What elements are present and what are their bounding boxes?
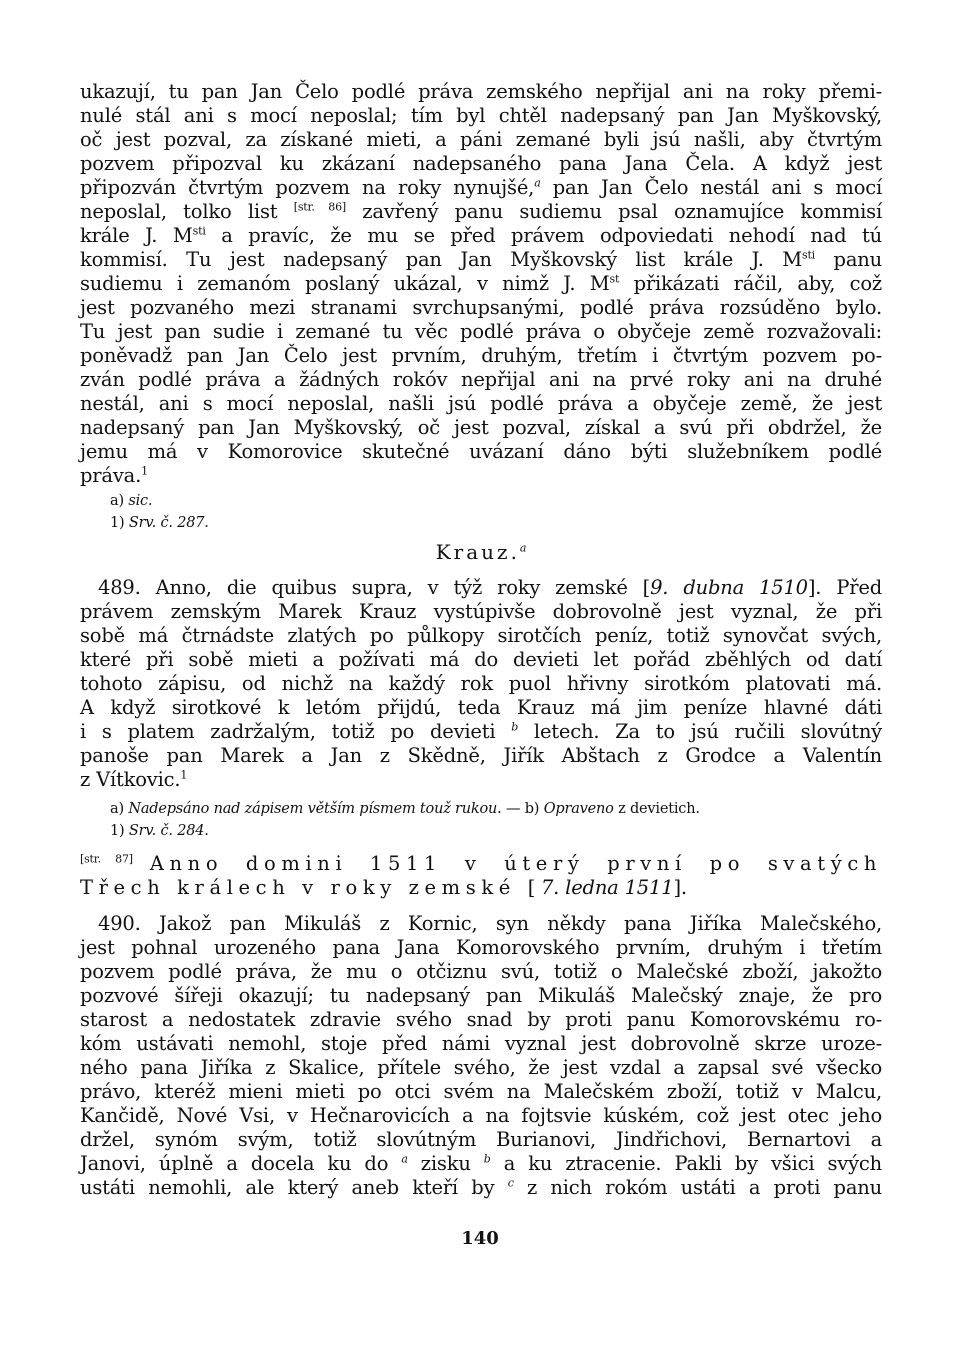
footnote-text: sic. [128, 493, 153, 509]
footnote-marker: b [483, 1152, 491, 1166]
text-span: připozván čtvrtým pozvem na roky nynujšé, [80, 176, 535, 199]
text-line: držel, synóm svým, totiž slovútným Burianovi, Jindřichovi, Bernartovi a [80, 1128, 882, 1151]
date-span: 9. dubna 1510 [650, 576, 808, 599]
text-line: poněvadž pan Jan Čelo jest prvním, druhým, třetím i čtvrtým pozvem po- [80, 344, 882, 367]
text-span: práva. [80, 464, 142, 487]
footnote-mark: 1) [110, 823, 125, 839]
footnote-marker: a [519, 541, 527, 555]
text-line: nadepsaný pan Jan Myškovský, oč jest pozval, získal a svú při obdržel, že [80, 416, 882, 439]
footnote-mark: a) [110, 493, 124, 509]
text-line: Kančidě, Nové Vsi, v Hečnarovicích a na fojtsvie kúském, což jest otec jeho [80, 1104, 882, 1127]
abbreviation-superscript: sti [802, 248, 815, 262]
text-span: ]. Před [807, 576, 882, 599]
footnote-text: Opraveno [543, 801, 614, 817]
text-line: zván podlé práva a žádných rokóv nepřijal ani na prvé roky ani na druhé [80, 368, 882, 391]
text-span: přikázati ráčil, aby, což [619, 272, 882, 295]
footnote-text: Srv. č. 284. [128, 823, 209, 839]
footnote-mark: b) [524, 801, 540, 817]
text-span: zisku [407, 1152, 484, 1175]
text-span: sudiemu i zemanóm poslaný ukázal, v nimž J. M [80, 272, 610, 295]
footnote-marker: a [534, 176, 541, 190]
text-span: z Vítkovic. [80, 768, 181, 791]
entry-number: 489. [98, 576, 141, 599]
text-line [80, 1176, 882, 1200]
text-line: ukazují, tu pan Jan Čelo podlé práva zemského nepřijal ani na roky přemi- [80, 80, 882, 103]
footnote-mark: a) [110, 801, 124, 817]
footnote-marker: 1 [141, 464, 148, 478]
text-line: sobě má čtrnádste zlatých po půlkopy sirotčích peníz, totiž synovčat svých, [80, 624, 882, 647]
text-span: Jakož pan Mikuláš z Kornic, syn někdy pana Jiříka Malečského, [140, 912, 882, 935]
text-line: tohoto zápisu, od nichž na každý rok puol hřivny sirotkóm platovati má. [80, 672, 882, 695]
footnote-marker: c [507, 1176, 514, 1190]
heading-text: Třech králech v roky zemské [ [80, 876, 541, 899]
text-line: Tu jest pan sudie i zemané tu věc podlé práva o obyčeje země rozvažovali: [80, 320, 882, 343]
footnote [110, 492, 912, 510]
text-line: pozvem připozval ku zkázaní nadepsaného pana Jana Čela. A když jest [80, 152, 882, 175]
footnote [110, 822, 912, 840]
text-span: letech. Za to jsú ručili slovútný [518, 720, 883, 743]
text-line [80, 768, 882, 792]
text-line [80, 576, 882, 600]
text-line [80, 720, 882, 744]
abbreviation-superscript: st [609, 272, 620, 286]
text-line [80, 248, 882, 272]
text-line [80, 1152, 882, 1176]
footnote-marker: a [401, 1152, 408, 1166]
text-line [80, 200, 882, 224]
text-span: z nich rokóm ustáti a proti panu [513, 1176, 882, 1199]
text-line: jemu má v Komorovice skutečné uvázaní dáno býti služebníkem podlé [80, 440, 882, 463]
footnote-text: Srv. č. 287. [128, 515, 209, 531]
text-line: jest pohnal urozeného pana Jana Komorovského prvním, druhým i třetím [80, 936, 882, 959]
text-span: krále J. M [80, 224, 193, 247]
footnote-text: z devietich. [613, 801, 700, 817]
page-reference: [str. 87] [80, 852, 133, 866]
text-line: pozvem podlé práva, že mu o otčiznu svú, totiž o Malečské zboží, jakožto [80, 960, 882, 983]
text-line [80, 912, 882, 936]
text-line: právo, kteréž mieni mieti po otci svém na Malečském zboží, totiž v Malcu, [80, 1080, 882, 1103]
text-span: ustáti nemohli, ale který aneb kteří by [80, 1176, 508, 1199]
section-heading [80, 540, 882, 565]
text-span: a pravíc, že mu se před právem odpoviedati nehodí nad tú [205, 224, 883, 247]
page-number: 140 [461, 1228, 499, 1249]
text-span: panu [815, 248, 882, 271]
heading-text: Krauz. [435, 540, 520, 564]
text-span: Janovi, úplně a docela ku do [80, 1152, 402, 1175]
text-span: i s platem zadržalým, totiž po devieti [80, 720, 512, 743]
date-span: 7. ledna 1511 [540, 876, 674, 899]
text-span: neposlal, tolko list [80, 200, 294, 223]
text-line: A když sirotkové k letóm přijdú, teda Krauz má jim peníze hlavné dáti [80, 696, 882, 719]
footnote [110, 800, 912, 818]
section-heading [80, 876, 882, 900]
text-line: jest pozvaného mezi stranami svrchupsanými, podlé práva rozsúděno bylo. [80, 296, 882, 319]
entry-number: 490. [98, 912, 141, 935]
footnote-marker: b [511, 720, 519, 734]
text-line: ného pana Jiříka z Skalice, přítele svého, že jest vzdal a zapsal své všecko [80, 1056, 882, 1079]
footnote-text: Nadepsáno nad zápisem větším písmem touž rukou. — [128, 801, 525, 817]
page-reference: [str. 86] [293, 200, 346, 214]
abbreviation-superscript: sti [192, 224, 206, 238]
text-line: kóm ustávati nemohl, stoje před námi vyznal jest dobrovolně skrze uroze- [80, 1032, 882, 1055]
text-line: nulé stál ani s mocí neposlal; tím byl chtěl nadepsaný pan Jan Myškovský, [80, 104, 882, 127]
text-span: zavřený panu sudiemu psal oznamujíce kommisí [345, 200, 882, 223]
footnote-marker: 1 [180, 768, 188, 782]
footnote [110, 514, 912, 532]
text-line [80, 224, 882, 248]
heading-text: ]. [673, 876, 687, 899]
heading-text: Anno domini 1511 v úterý první po svatých [149, 852, 882, 875]
footnote-mark: 1) [110, 515, 125, 531]
text-line: starost a nedostatek zdravie svého snad by proti panu Komorovskému ro- [80, 1008, 882, 1031]
text-line: právem zemským Marek Krauz vystúpivše dobrovolně jest vyznal, že při [80, 600, 882, 623]
text-span: Anno, die quibus supra, v týž roky zemské [ [140, 576, 651, 599]
text-line: nestál, ani s mocí neposlal, našli jsú podlé práva a obyčeje země, že jest [80, 392, 882, 415]
text-line [80, 176, 882, 200]
section-heading [80, 852, 882, 876]
text-line: které při sobě mieti a požívati má do devieti let pořád zběhlých od datí [80, 648, 882, 671]
text-line: pozvové šířeji okazují; tu nadepsaný pan Mikuláš Malečský znaje, že pro [80, 984, 882, 1007]
text-span: pan Jan Čelo nestál ani s mocí [540, 176, 883, 199]
text-line: panoše pan Marek a Jan z Skědně, Jiřík Abštach z Grodce a Valentín [80, 744, 882, 767]
text-line: oč jest pozval, za získané mieti, a páni zemané byli jsú našli, aby čtvrtým [80, 128, 882, 151]
text-line [80, 464, 882, 488]
text-line [80, 272, 882, 296]
text-span: a ku ztracenie. Pakli by všici svých [490, 1152, 882, 1175]
text-span: kommisí. Tu jest nadepsaný pan Jan Myškovský list krále J. M [80, 248, 803, 271]
